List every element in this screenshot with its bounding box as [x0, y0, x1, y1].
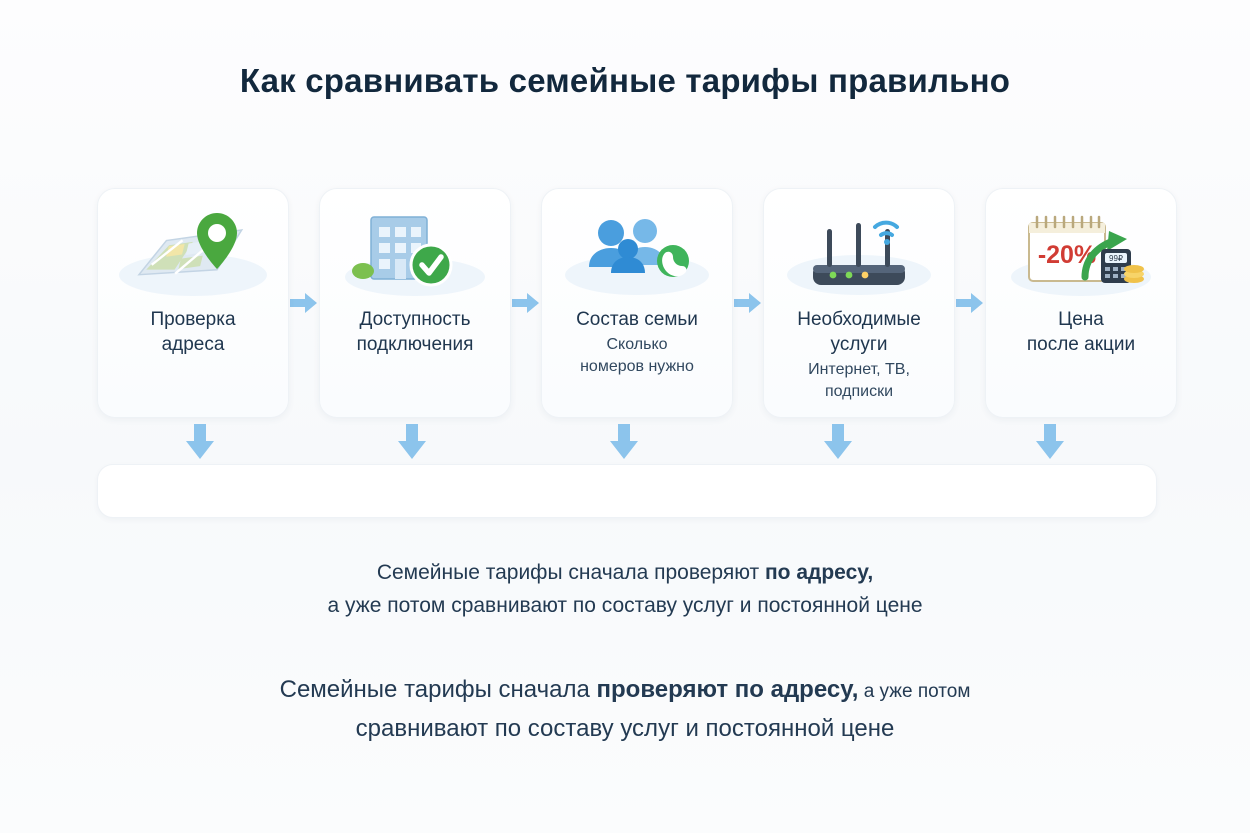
step-main-label: Доступность подключения [356, 309, 474, 355]
step-labels [542, 307, 732, 378]
caption-primary [0, 556, 1250, 622]
caption-secondary [0, 671, 1250, 747]
page-title [0, 62, 1250, 100]
caption-secondary-line1-tail: а уже потом [858, 681, 971, 702]
caption-secondary-line1 [0, 671, 1250, 710]
step-labels [98, 307, 288, 357]
caption-primary-line1 [0, 556, 1250, 589]
caption-secondary-line1-text: Семейные тарифы сначала [279, 676, 597, 703]
svg-text:99₽: 99₽ [1109, 254, 1123, 263]
building-check-icon [325, 205, 505, 301]
steps-row [97, 188, 1155, 418]
caption-secondary-line2: сравнивают по составу услуг и постоянной цене [355, 715, 895, 742]
caption-primary-line1-text: Семейные тарифы сначала проверяют [376, 561, 765, 584]
summary-panel [97, 464, 1157, 518]
step-main-label: Необходимые услуги [797, 309, 921, 355]
step-sub-label: Интернет, ТВ, подписки [808, 361, 910, 400]
arrow-right-2-icon [511, 188, 541, 418]
step-card-services[interactable] [763, 188, 955, 418]
down-arrows-row [97, 424, 1155, 460]
step-card-availability[interactable] [319, 188, 511, 418]
arrow-down-1-icon [185, 424, 215, 460]
step-main-label: Проверка адреса [150, 309, 236, 355]
step-card-address[interactable] [97, 188, 289, 418]
step-labels [320, 307, 510, 357]
caption-primary-line1-strong: по адресу, [764, 561, 874, 584]
svg-text:-20%: -20% [1037, 241, 1097, 269]
wifi-router-icon [769, 205, 949, 301]
arrow-down-2-icon [397, 424, 427, 460]
arrow-down-5-icon [1035, 424, 1065, 460]
step-main-label: Состав семьи [576, 309, 698, 330]
step-card-price[interactable] [985, 188, 1177, 418]
step-card-family[interactable] [541, 188, 733, 418]
step-labels [764, 307, 954, 403]
page-title-part1: Как сравнивать [239, 62, 509, 99]
page-title-part2: семейные тарифы правильно [508, 62, 1011, 99]
step-main-label: Цена после акции [1026, 309, 1136, 355]
arrow-down-3-icon [609, 424, 639, 460]
step-labels [986, 307, 1176, 357]
arrow-down-4-icon [823, 424, 853, 460]
arrow-right-1-icon [289, 188, 319, 418]
discount-calendar-icon [991, 205, 1171, 301]
map-pin-icon [103, 205, 283, 301]
arrow-right-4-icon [955, 188, 985, 418]
family-group-icon [547, 205, 727, 301]
caption-secondary-line1-strong: проверяют по адресу, [596, 676, 859, 703]
step-sub-label: Сколько номеров нужно [580, 336, 694, 375]
arrow-right-3-icon [733, 188, 763, 418]
caption-primary-line2: а уже потом сравнивают по составу услуг и постоянной цене [327, 594, 923, 617]
